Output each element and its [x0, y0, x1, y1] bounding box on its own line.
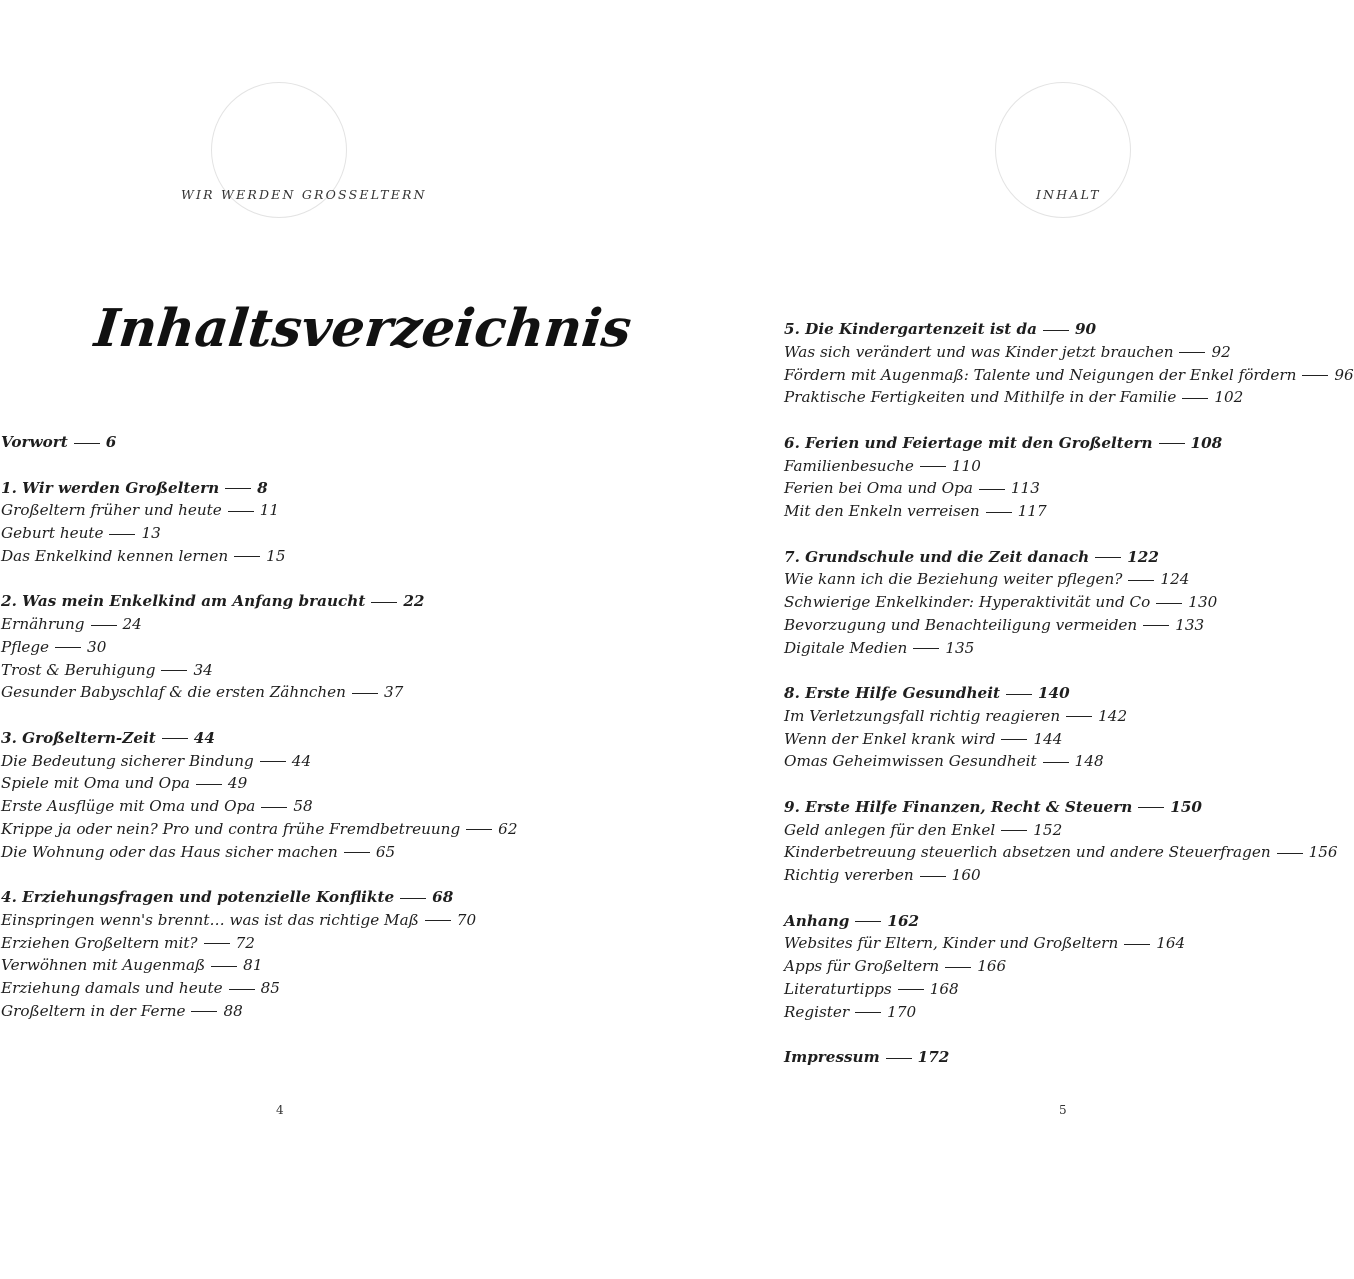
leader-dash — [1277, 853, 1303, 854]
toc-entry-title: Apps für Großeltern — [784, 957, 940, 975]
toc-entry — [784, 841, 1354, 864]
toc-entry-title: Vorwort — [1, 433, 68, 451]
toc-entry-title: Ernährung — [1, 615, 85, 633]
toc-page-number: 15 — [266, 546, 286, 565]
toc-entry — [1, 977, 518, 1000]
toc-entry-title: Trost & Beruhigung — [1, 660, 156, 679]
toc-page-number: 166 — [977, 957, 1007, 975]
toc-page-number: 44 — [193, 728, 215, 747]
toc-section — [1, 886, 518, 1023]
toc-page-number: 110 — [951, 456, 981, 475]
toc-entry — [784, 728, 1354, 751]
toc-entry — [784, 591, 1354, 614]
toc-entry-title: 1. Wir werden Großeltern — [1, 478, 220, 497]
toc-entry-title: Websites für Eltern, Kinder und Großeltern — [784, 934, 1119, 953]
toc-page-number: 162 — [887, 911, 920, 930]
toc-page-number: 72 — [235, 933, 255, 952]
toc-section — [784, 432, 1354, 523]
toc-entry — [784, 364, 1354, 387]
leader-dash — [1179, 352, 1205, 353]
toc-entry — [1, 1000, 518, 1023]
toc-section-heading — [784, 432, 1354, 455]
page-title: Inhaltsverzeichnis — [91, 298, 635, 359]
toc-page-number: 88 — [223, 1001, 243, 1020]
page-number-right: 5 — [1059, 1103, 1067, 1117]
toc-entry-title: Pflege — [1, 637, 50, 656]
toc-entry-title: Impressum — [784, 1048, 880, 1066]
toc-page-number: 113 — [1010, 479, 1040, 498]
leader-dash — [161, 670, 187, 671]
toc-entry-title: 4. Erziehungsfragen und potenzielle Konflikte — [1, 888, 395, 906]
toc-entry-title: 6. Ferien und Feiertage mit den Großeltern — [784, 433, 1153, 452]
toc-section-heading — [784, 682, 1354, 705]
toc-entry — [784, 386, 1354, 409]
toc-page-number: 172 — [917, 1048, 950, 1066]
toc-page-number: 148 — [1074, 752, 1104, 771]
toc-entry — [784, 750, 1354, 773]
toc-section-heading — [1, 727, 518, 750]
toc-page-number: 164 — [1156, 934, 1186, 953]
leader-dash — [371, 602, 397, 603]
toc-entry-title: Erziehung damals und heute — [1, 979, 223, 997]
toc-entry-title: 2. Was mein Enkelkind am Anfang braucht — [1, 592, 366, 611]
leader-dash — [855, 1012, 881, 1013]
leader-dash — [1001, 830, 1027, 831]
toc-section — [784, 796, 1354, 887]
toc-page-number: 65 — [375, 842, 396, 861]
toc-entry-title: Erste Ausflüge mit Oma und Opa — [1, 797, 256, 815]
toc-page-number: 6 — [105, 433, 117, 451]
leader-dash — [913, 648, 939, 649]
leader-dash — [1138, 807, 1164, 808]
toc-entry — [784, 978, 1354, 1001]
running-head-left: WIR WERDEN GROSSELTERN — [181, 187, 427, 202]
toc-entry-title: 7. Grundschule und die Zeit danach — [784, 547, 1090, 566]
leader-dash — [1066, 716, 1092, 717]
toc-page-number: 140 — [1037, 684, 1070, 702]
toc-entry-title: Familienbesuche — [784, 456, 914, 475]
leader-dash — [920, 876, 946, 877]
toc-entry — [1, 522, 518, 545]
toc-entry-title: Großeltern in der Ferne — [1, 1001, 186, 1020]
leader-dash — [886, 1058, 912, 1059]
toc-entry — [1, 772, 518, 795]
toc-section-heading — [1, 431, 518, 454]
leader-dash — [466, 829, 492, 830]
leader-dash — [211, 966, 237, 967]
toc-page-number: 152 — [1033, 820, 1063, 839]
toc-page-number: 142 — [1098, 706, 1128, 725]
toc-entry — [784, 1001, 1354, 1024]
leader-dash — [1128, 580, 1154, 581]
toc-section — [784, 546, 1354, 660]
toc-page-number: 168 — [929, 979, 959, 998]
toc-entry — [1, 841, 518, 864]
toc-page-number: 96 — [1334, 365, 1354, 384]
toc-section-heading — [1, 590, 518, 613]
toc-entry-title: Wie kann ich die Beziehung weiter pflegen? — [784, 570, 1123, 589]
leader-dash — [979, 489, 1005, 490]
toc-entry-title: Krippe ja oder nein? Pro und contra frühe Fremdbetreuung — [1, 819, 461, 838]
toc-entry-title: 5. Die Kindergartenzeit ist da — [784, 320, 1037, 338]
leader-dash — [1043, 330, 1069, 331]
toc-entry — [784, 455, 1354, 478]
toc-entry — [1, 818, 518, 841]
toc-page-number: 24 — [122, 615, 142, 633]
leader-dash — [261, 807, 287, 808]
toc-entry — [1, 681, 518, 704]
toc-section — [784, 682, 1354, 773]
page-number-left: 4 — [276, 1103, 284, 1117]
toc-page-number: 117 — [1017, 502, 1047, 520]
toc-entry — [784, 637, 1354, 660]
toc-entry — [1, 545, 518, 568]
toc-entry-title: Gesunder Babyschlaf & die ersten Zähnchen — [1, 683, 346, 702]
toc-entry-title: 3. Großeltern-Zeit — [1, 728, 156, 747]
toc-entry-title: Richtig vererben — [784, 866, 914, 884]
leader-dash — [425, 920, 451, 921]
toc-page-number: 81 — [243, 956, 263, 975]
toc-entry-title: Register — [784, 1002, 850, 1021]
toc-entry — [784, 341, 1354, 364]
toc-entry-title: Digitale Medien — [784, 638, 908, 657]
toc-page-number: 11 — [259, 501, 280, 520]
toc-entry-title: Literaturtipps — [784, 979, 892, 998]
toc-page-number: 70 — [456, 910, 477, 929]
toc-entry-title: Wenn der Enkel krank wird — [784, 729, 996, 748]
toc-entry — [784, 819, 1354, 842]
toc-entry-title: Geburt heute — [1, 524, 104, 542]
toc-entry-title: 8. Erste Hilfe Gesundheit — [784, 684, 1000, 702]
toc-page-number: 122 — [1127, 547, 1159, 566]
toc-section-heading — [784, 796, 1354, 819]
toc-entry-title: Erziehen Großeltern mit? — [1, 933, 198, 952]
toc-entry — [784, 477, 1354, 500]
toc-page-number: 62 — [498, 819, 518, 838]
leader-dash — [1043, 762, 1069, 763]
toc-left-column — [1, 431, 518, 1045]
toc-page-number: 170 — [887, 1002, 917, 1021]
toc-page-number: 85 — [260, 979, 280, 997]
leader-dash — [855, 921, 881, 922]
toc-entry — [1, 636, 518, 659]
toc-entry — [1, 659, 518, 682]
toc-section-heading — [784, 546, 1354, 569]
leader-dash — [1302, 375, 1328, 376]
toc-entry-title: Die Bedeutung sicherer Bindung — [1, 751, 254, 770]
running-head-right: INHALT — [1036, 187, 1101, 202]
toc-entry — [784, 864, 1354, 887]
toc-section-heading — [784, 318, 1354, 341]
toc-page-number: 135 — [945, 638, 975, 657]
toc-page-number: 49 — [227, 774, 248, 793]
toc-page-number: 150 — [1170, 797, 1202, 816]
toc-section — [1, 431, 518, 454]
toc-entry-title: 9. Erste Hilfe Finanzen, Recht & Steuern — [784, 797, 1133, 816]
leader-dash — [91, 625, 117, 626]
toc-page-number: 44 — [291, 751, 312, 770]
toc-entry-title: Einspringen wenn's brennt… was ist das richtige Maß — [1, 910, 419, 929]
leader-dash — [191, 1011, 217, 1012]
toc-entry-title: Praktische Fertigkeiten und Mithilfe in der Familie — [784, 388, 1177, 407]
toc-section — [784, 1046, 1354, 1069]
toc-entry — [784, 932, 1354, 955]
toc-right-column — [784, 318, 1354, 1092]
leader-dash — [109, 534, 135, 535]
toc-entry-title: Ferien bei Oma und Opa — [784, 479, 973, 498]
leader-dash — [920, 466, 946, 467]
toc-entry — [784, 705, 1354, 728]
toc-page-number: 92 — [1211, 342, 1231, 361]
toc-entry — [1, 954, 518, 977]
toc-entry — [784, 500, 1354, 523]
leader-dash — [55, 647, 81, 648]
toc-entry-title: Großeltern früher und heute — [1, 501, 222, 520]
leader-dash — [1006, 694, 1032, 695]
toc-entry — [1, 499, 518, 522]
toc-entry-title: Verwöhnen mit Augenmaß — [1, 956, 206, 975]
toc-page-number: 8 — [257, 478, 268, 497]
toc-entry — [784, 955, 1354, 978]
toc-entry-title: Im Verletzungsfall richtig reagieren — [784, 706, 1061, 725]
toc-entry — [784, 614, 1354, 637]
leader-dash — [234, 556, 260, 557]
toc-section-heading — [1, 477, 518, 500]
leader-dash — [228, 511, 254, 512]
toc-page-number: 37 — [383, 683, 404, 702]
leader-dash — [986, 512, 1012, 513]
toc-section — [1, 590, 518, 704]
toc-page-number: 34 — [193, 660, 213, 679]
toc-entry-title: Schwierige Enkelkinder: Hyperaktivität und Co — [784, 593, 1151, 611]
toc-entry — [1, 795, 518, 818]
leader-dash — [1124, 944, 1150, 945]
leader-dash — [1095, 557, 1121, 558]
leader-dash — [1001, 739, 1027, 740]
leader-dash — [229, 989, 255, 990]
toc-entry — [1, 909, 518, 932]
leader-dash — [260, 761, 286, 762]
toc-entry-title: Geld anlegen für den Enkel — [784, 820, 996, 839]
toc-entry — [1, 932, 518, 955]
toc-page-number: 108 — [1190, 433, 1223, 452]
toc-entry-title: Fördern mit Augenmaß: Talente und Neigungen der Enkel fördern — [784, 365, 1297, 384]
toc-section — [1, 727, 518, 864]
toc-section-heading — [784, 910, 1354, 933]
leader-dash — [344, 852, 370, 853]
toc-page-number: 13 — [141, 524, 161, 542]
toc-page-number: 22 — [403, 592, 425, 611]
toc-page-number: 156 — [1308, 843, 1338, 862]
toc-entry — [1, 613, 518, 636]
leader-dash — [74, 443, 100, 444]
toc-entry — [1, 750, 518, 773]
leader-dash — [1159, 443, 1185, 444]
toc-page-number: 102 — [1214, 388, 1244, 407]
leader-dash — [1143, 625, 1169, 626]
leader-dash — [196, 784, 222, 785]
leader-dash — [898, 989, 924, 990]
toc-page-number: 30 — [87, 637, 107, 656]
toc-entry — [784, 568, 1354, 591]
leader-dash — [945, 967, 971, 968]
toc-entry-title: Anhang — [784, 911, 850, 930]
leader-dash — [352, 693, 378, 694]
toc-entry-title: Omas Geheimwissen Gesundheit — [784, 752, 1037, 771]
toc-entry-title: Spiele mit Oma und Opa — [1, 774, 190, 793]
toc-page-number: 133 — [1175, 615, 1205, 634]
toc-page-number: 58 — [293, 797, 313, 815]
toc-entry-title: Bevorzugung und Benachteiligung vermeiden — [784, 615, 1138, 634]
toc-section — [1, 477, 518, 568]
toc-entry-title: Was sich verändert und was Kinder jetzt brauchen — [784, 342, 1174, 361]
toc-section — [784, 910, 1354, 1024]
leader-dash — [1182, 398, 1208, 399]
leader-dash — [1156, 603, 1182, 604]
leader-dash — [400, 898, 426, 899]
toc-page-number: 160 — [951, 866, 981, 884]
toc-page-number: 144 — [1033, 729, 1063, 748]
leader-dash — [225, 488, 251, 489]
toc-section — [784, 318, 1354, 409]
toc-entry-title: Das Enkelkind kennen lernen — [1, 546, 229, 565]
toc-entry-title: Mit den Enkeln verreisen — [784, 502, 980, 520]
toc-entry-title: Kinderbetreuung steuerlich absetzen und andere Steuerfragen — [784, 843, 1271, 862]
toc-page-number: 68 — [432, 888, 454, 906]
toc-page-number: 90 — [1074, 320, 1097, 338]
leader-dash — [204, 943, 230, 944]
toc-section-heading — [1, 886, 518, 909]
toc-entry-title: Die Wohnung oder das Haus sicher machen — [1, 842, 338, 861]
leader-dash — [162, 738, 188, 739]
toc-page-number: 124 — [1160, 570, 1190, 589]
toc-page-number: 130 — [1188, 593, 1218, 611]
toc-section-heading — [784, 1046, 1354, 1069]
